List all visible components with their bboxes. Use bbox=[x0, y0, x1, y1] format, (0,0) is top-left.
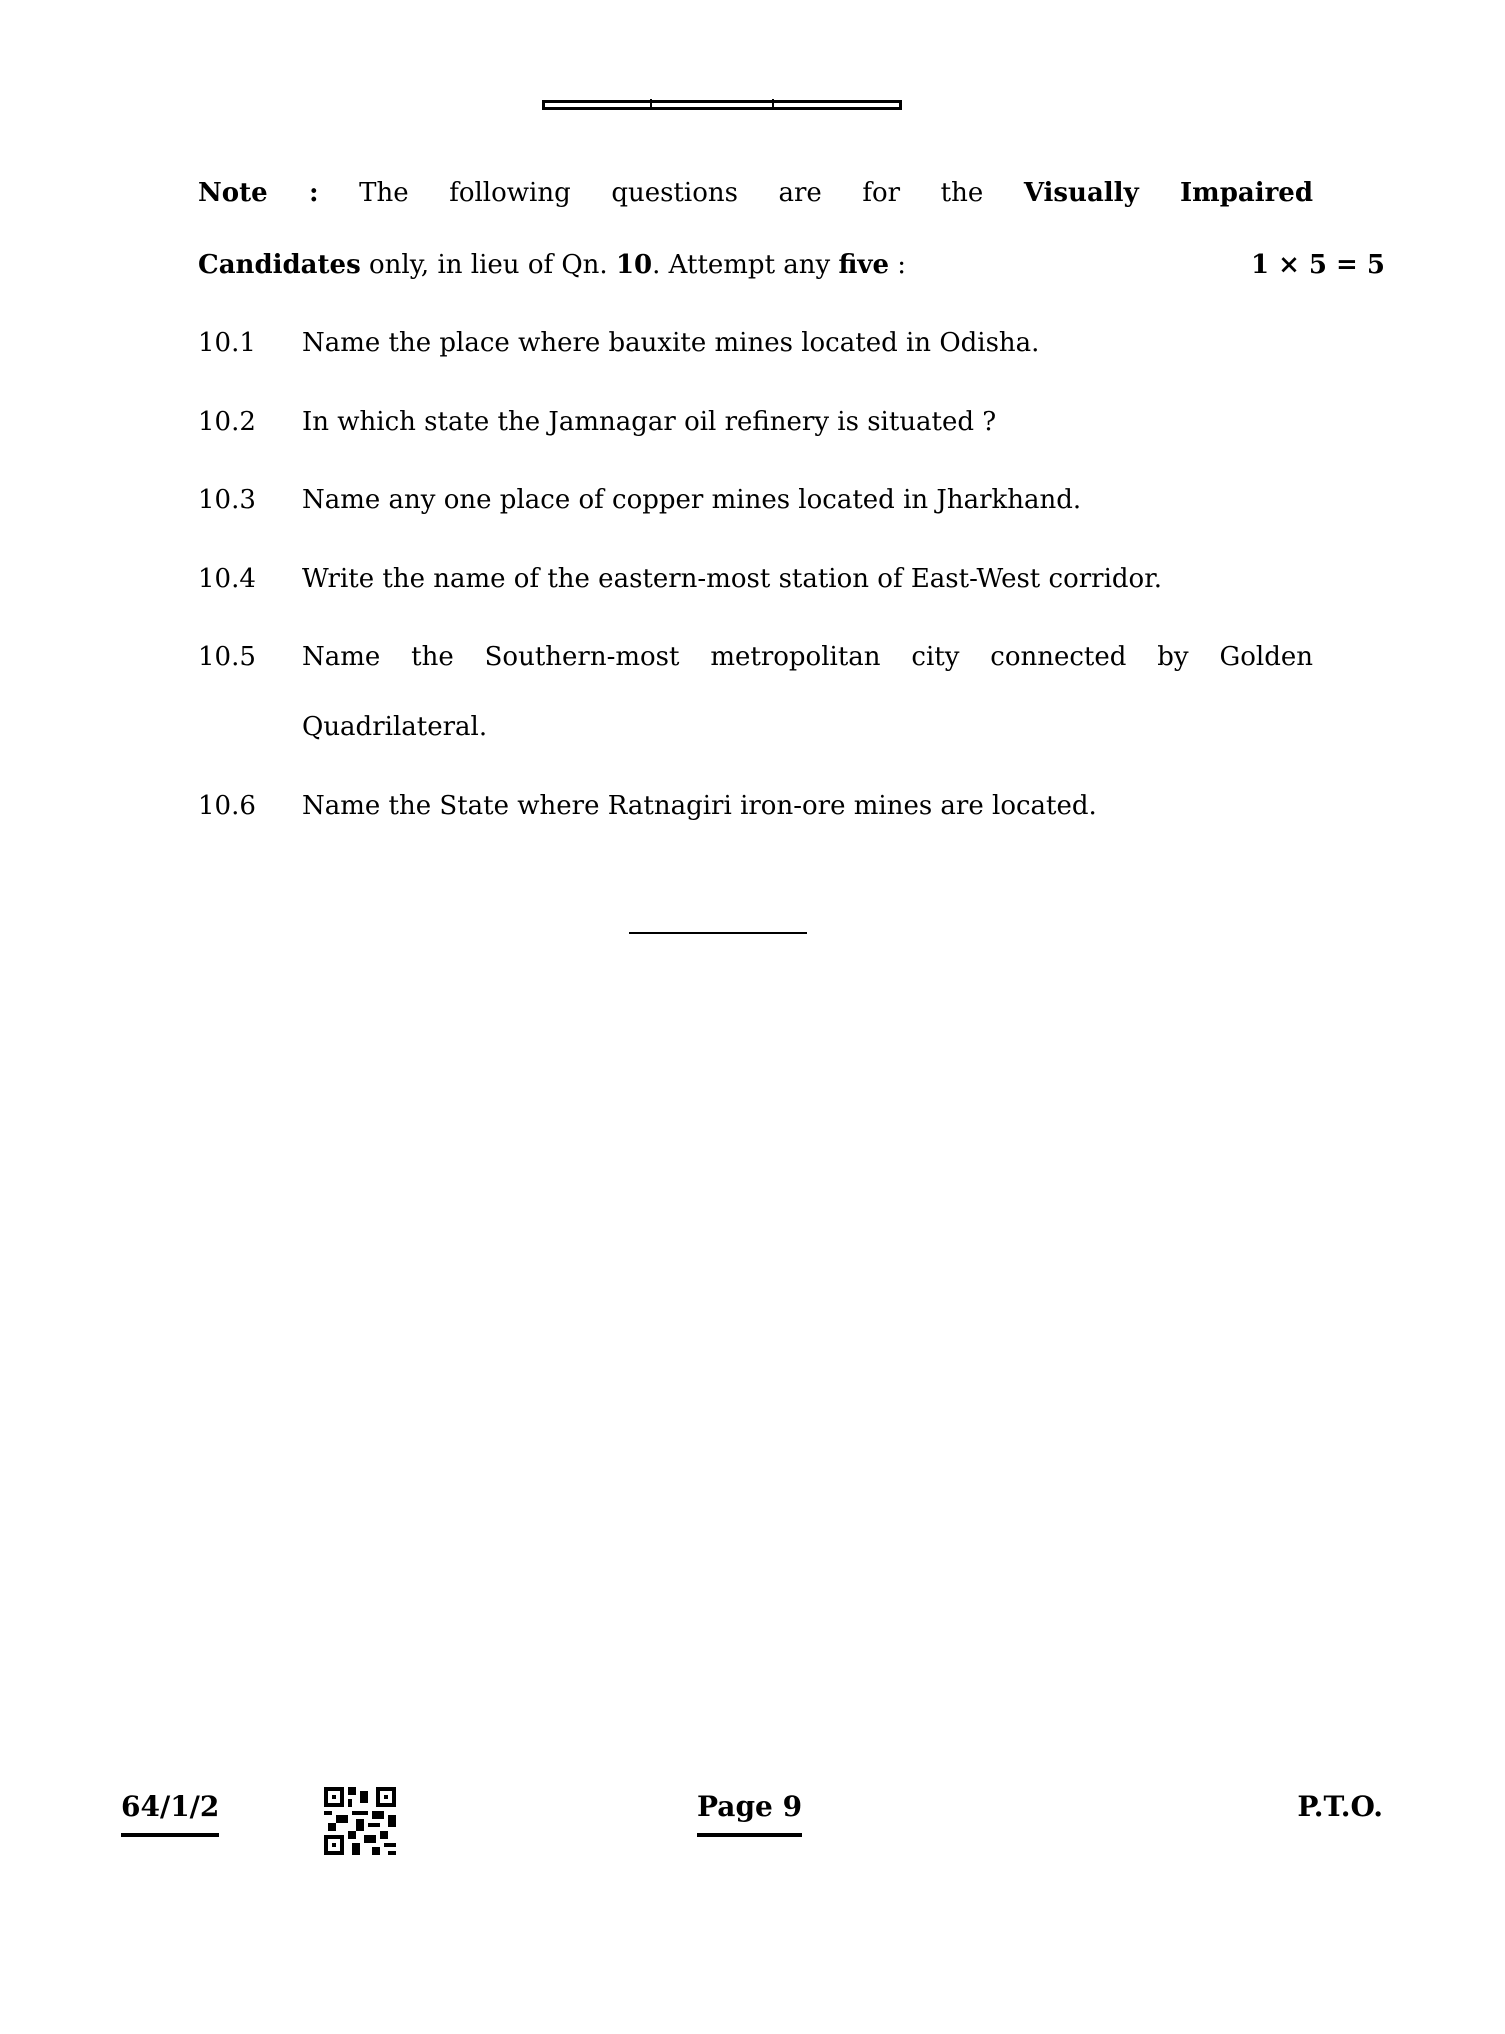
paper-code: 64/1/2 bbox=[121, 1790, 219, 1837]
page-number: Page 9 bbox=[697, 1790, 802, 1837]
note-line-1: Note : The following questions are for the Visually Impaired bbox=[198, 178, 1314, 208]
note-line-2: Candidates only, in lieu of Qn. 10. Attempt any five : 1 × 5 = 5 bbox=[198, 250, 1385, 280]
please-turn-over: P.T.O. bbox=[1297, 1790, 1383, 1823]
note-label: Note : bbox=[198, 178, 319, 208]
top-decorative-bar bbox=[542, 100, 902, 110]
end-rule bbox=[629, 932, 807, 934]
marks-allocation: 1 × 5 = 5 bbox=[1250, 250, 1385, 280]
qr-code-icon bbox=[324, 1787, 396, 1855]
